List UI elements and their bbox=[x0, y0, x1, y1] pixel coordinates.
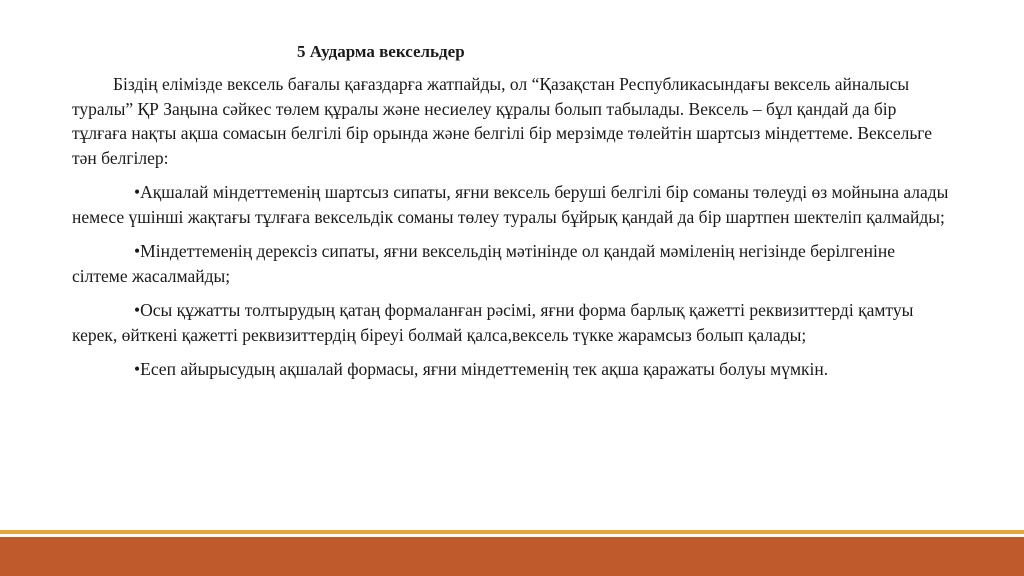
bullet-mark: • bbox=[134, 182, 141, 202]
bullet-item bbox=[72, 298, 952, 347]
bullet-text: Есеп айырысудың ақшалай формасы, яғни міндеттеменің тек ақша қаражаты болуы мүмкін. bbox=[140, 359, 829, 379]
bullet-mark: • bbox=[134, 241, 141, 261]
bullet-text: Ақшалай міндеттеменің шартсыз сипаты, яғни вексель беруші белгілі бір соманы төлеуді өз мойнына алады немесе үшінші жақтағы тұлғаға вексельдік соманы төлеу туралы бұйрық қандай да бір шартпен шектеліп қалмайды; bbox=[72, 182, 949, 227]
bullet-item bbox=[72, 357, 952, 382]
bullet-item bbox=[72, 239, 952, 288]
bullet-list bbox=[72, 180, 952, 382]
bullet-item bbox=[72, 180, 952, 229]
bottom-accent-line bbox=[0, 530, 1024, 534]
slide-title: 5 Аударма вексельдер bbox=[297, 42, 465, 61]
bullet-text: Осы құжатты толтырудың қатаң формаланған рәсімі, яғни форма барлық қажетті реквизиттерді қамтуы керек, өйткені қажетті реквизиттердің біреуі болмай қалса,вексель түкке жарамсыз болып қалады; bbox=[72, 300, 914, 345]
bullet-text: Міндеттеменің дерексіз сипаты, яғни вексельдің мәтінінде ол қандай мәміленің негізінде берілгеніне сілтеме жасалмайды; bbox=[72, 241, 896, 286]
bottom-bar bbox=[0, 537, 1024, 576]
intro-paragraph: Біздің елімізде вексель бағалы қағаздарға жатпайды, ол “Қазақстан Республикасындағы вексель айналысы туралы” ҚР Заңына сәйкес төлем құралы және несиелеу құралы болып табылады. Вексель – бұл қандай да бір тұлғаға нақты ақша сомасын белгілі бір орында және белгілі бір мерзімде төлейтін шартсыз міндеттеме. Вексельге тән белгілер: bbox=[72, 74, 933, 168]
bullet-mark: • bbox=[134, 300, 141, 320]
slide-content bbox=[72, 40, 952, 392]
bullet-mark: • bbox=[134, 359, 141, 379]
